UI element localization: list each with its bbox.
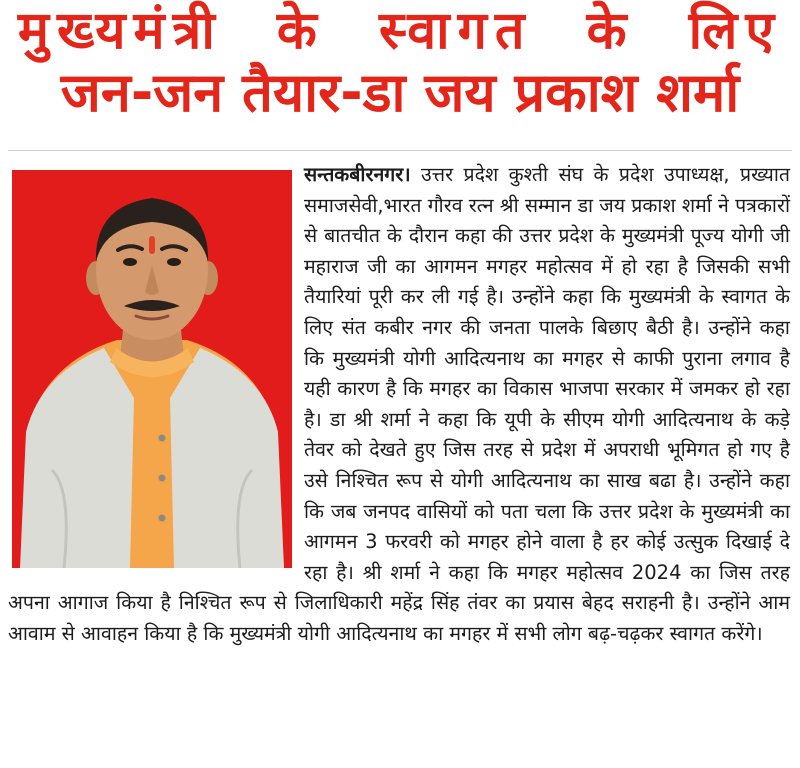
article-dateline: सन्तकबीरनगर।	[304, 163, 411, 186]
article-body	[8, 160, 790, 650]
headline-line-1: मुख्यमंत्री के स्वागत के लिए	[17, 1, 783, 61]
photo-spacer	[8, 160, 304, 572]
article-text: उत्तर प्रदेश कुश्ती संघ के प्रदेश उपाध्यक्ष, प्रख्यात समाजसेवी,भारत गौरव रत्न श्री सम्मान डा जय प्रकाश शर्मा ने पत्रकारों से बातचीत के दौरान कहा की उत्तर प्रदेश के मुख्यमंत्री पूज्य योगी जी महाराज जी का आगमन मगहर महोत्सव में हो रहा है जिसकी सभी तैयारियां पूरी कर ली गई है। उन्होंने कहा कि मुख्यमंत्री के स्वागत के लिए संत कबीर नगर की जनता पालके बिछाए बैठी है। उन्होंने कहा कि मुख्यमंत्री योगी आदित्यनाथ का मगहर से काफी पुराना लगाव है यही कारण है कि मगहर का विकास भाजपा सरकार में जमकर हो रहा है। डा श्री शर्मा ने कहा कि यूपी के सीएम योगी आदित्यनाथ के कड़े तेवर को देखते हुए जिस तरह से प्रदेश में अपराधी भूमिगत हो गए है उसे निश्चित रूप से योगी आदित्यनाथ का साख बढा है। उन्होंने कहा कि जब जनपद वासियों को पता चला कि उत्तर प्रदेश के मुख्यमंत्री का आगमन 3 फरवरी को मगहर होने वाला है हर कोई उत्सुक दिखाई दे रहा है। श्री शर्मा ने कहा कि मगहर महोत्सव 2024 का जिस तरह अपना आगाज किया है निश्चित रूप से जिलाधिकारी महेंद्र सिंह तंवर का प्रयास बेहद सराहनी है। उन्होंने आम आवाम से आवाहन किया है कि मुख्यमंत्री योगी आदित्यनाथ का मगहर में सभी लोग बढ़-चढ़कर स्वागत करेंगे।	[8, 163, 790, 645]
headline-line-2: जन-जन तैयार-डा जय प्रकाश शर्मा	[60, 60, 740, 124]
headline	[0, 1, 800, 124]
headline-divider	[8, 150, 792, 151]
